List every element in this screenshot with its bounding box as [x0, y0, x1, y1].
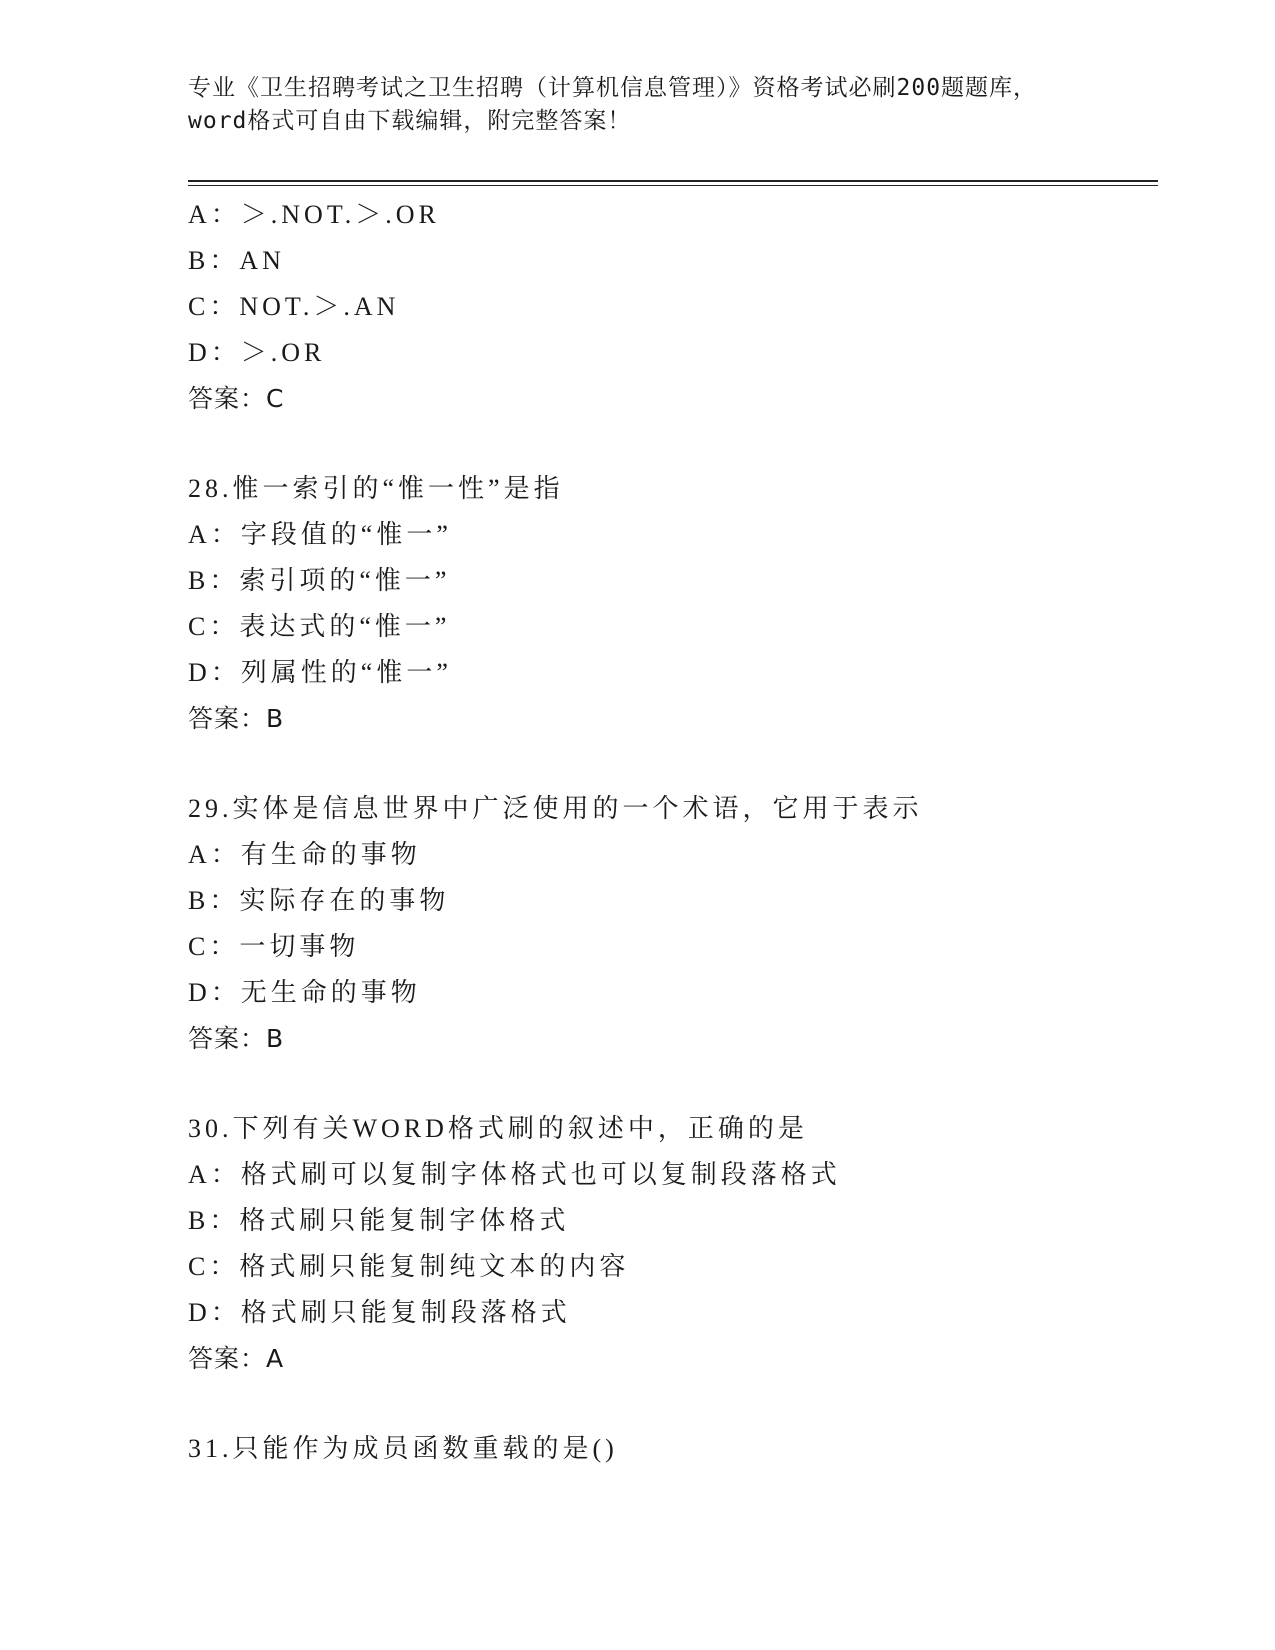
- option-b: B：索引项的“惟一”: [188, 566, 451, 595]
- header-subtitle-line: word格式可自由下载编辑，附完整答案！: [188, 108, 632, 134]
- header-title-line: 专业《卫生招聘考试之卫生招聘（计算机信息管理）》资格考试必刷200题题库，: [188, 75, 1038, 101]
- option-b: B：实际存在的事物: [188, 886, 450, 915]
- answer-line: 答案：B: [188, 1024, 285, 1053]
- option-d: D：列属性的“惟一”: [188, 658, 452, 687]
- header-divider-thin: [188, 185, 1158, 186]
- question-block-31: [188, 1426, 1148, 1472]
- option-b: B：AN: [188, 246, 285, 275]
- question-list: [188, 192, 1148, 1472]
- answer-line: 答案：B: [188, 704, 285, 733]
- document-header: [188, 72, 1088, 138]
- option-d: D：＞.OR: [188, 338, 326, 367]
- question-block-29: [188, 786, 1148, 1062]
- question-block-28: [188, 466, 1148, 742]
- question-block-30: [188, 1106, 1148, 1382]
- option-a: A：＞.NOT.＞.OR: [188, 200, 440, 229]
- option-d: D：格式刷只能复制段落格式: [188, 1298, 571, 1327]
- answer-line: 答案：C: [188, 384, 285, 413]
- option-a: A：字段值的“惟一”: [188, 520, 452, 549]
- option-c: C：格式刷只能复制纯文本的内容: [188, 1252, 630, 1281]
- answer-line: 答案：A: [188, 1344, 285, 1373]
- option-c: C：一切事物: [188, 932, 360, 961]
- question-text: 30.下列有关WORD格式刷的叙述中，正确的是: [188, 1114, 808, 1143]
- question-text: 28.惟一索引的“惟一性”是指: [188, 474, 564, 503]
- option-c: C：表达式的“惟一”: [188, 612, 451, 641]
- question-text: 31.只能作为成员函数重载的是(): [188, 1434, 618, 1463]
- question-block-27: [188, 192, 1148, 422]
- option-d: D：无生命的事物: [188, 978, 421, 1007]
- header-divider-thick: [188, 180, 1158, 182]
- option-b: B：格式刷只能复制字体格式: [188, 1206, 570, 1235]
- option-a: A：格式刷可以复制字体格式也可以复制段落格式: [188, 1160, 841, 1189]
- option-c: C：NOT.＞.AN: [188, 292, 400, 321]
- question-text: 29.实体是信息世界中广泛使用的一个术语，它用于表示: [188, 794, 923, 823]
- option-a: A：有生命的事物: [188, 840, 421, 869]
